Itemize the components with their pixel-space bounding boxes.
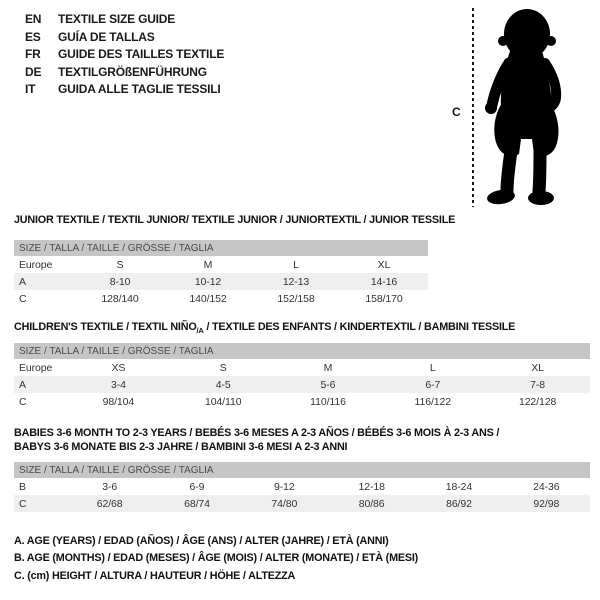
size-value: 10-12 [194, 275, 222, 288]
children-table-title [14, 320, 515, 338]
size-value: 18-24 [445, 480, 473, 493]
size-value: L [293, 258, 299, 271]
size-value: 9-12 [274, 480, 295, 493]
size-value: 14-16 [370, 275, 398, 288]
babies-title-line1: BABIES 3-6 MONTH TO 2-3 YEARS / BEBÉS 3-6 MESES A 2-3 AÑOS / BÉBÉS 3-6 MOIS À 2-3 ANS / [14, 427, 500, 439]
table-row-age [14, 273, 428, 290]
size-value: 5-6 [320, 378, 336, 391]
row-label: B [19, 480, 26, 493]
language-label: GUÍA DE TALLAS [58, 29, 155, 44]
language-list [25, 11, 224, 99]
table-row-europe [14, 256, 428, 273]
size-value: 6-9 [189, 480, 205, 493]
height-dotted-line [472, 8, 474, 207]
table-row-height [14, 290, 428, 307]
row-label: C [19, 497, 27, 510]
size-value: XL [531, 361, 544, 374]
size-value: S [219, 361, 227, 374]
row-label: Europe [19, 258, 53, 271]
language-row-en [25, 11, 224, 29]
language-row-it [25, 81, 224, 99]
table-row-height [14, 393, 590, 410]
row-label: C [19, 292, 27, 305]
language-code: IT [25, 82, 36, 96]
size-value: 4-5 [215, 378, 231, 391]
size-value: 128/140 [101, 292, 139, 305]
language-label: TEXTILGRÖßENFÜHRUNG [58, 64, 207, 79]
size-value: 8-10 [109, 275, 131, 288]
size-value: 152/158 [277, 292, 315, 305]
size-header-bar: SIZE / TALLA / TAILLE / GRÖSSE / TAGLIA [14, 343, 590, 359]
language-label: GUIDE DES TAILLES TEXTILE [58, 47, 225, 61]
size-value: M [203, 258, 213, 271]
language-label: TEXTILE SIZE GUIDE [58, 12, 176, 26]
legend [14, 533, 418, 585]
size-value: M [323, 361, 333, 374]
language-code: DE [25, 64, 42, 79]
children-title-subscript: /A [196, 326, 204, 336]
size-value: 24-36 [533, 480, 560, 493]
size-value: 104/110 [204, 395, 242, 408]
size-value: 62/68 [96, 497, 123, 510]
table-row-age [14, 376, 590, 393]
size-value: 74/80 [271, 497, 298, 510]
table-row-europe [14, 359, 590, 376]
language-label: GUIDA ALLE TAGLIE TESSILI [58, 82, 221, 96]
size-header-bar: SIZE / TALLA / TAILLE / GRÖSSE / TAGLIA [14, 240, 428, 256]
size-value: 12-13 [282, 275, 310, 288]
size-value: 92/98 [533, 497, 560, 510]
junior-size-table [14, 240, 428, 307]
size-value: 116/122 [414, 395, 452, 408]
size-value: 3-4 [110, 378, 126, 391]
size-value: S [116, 258, 124, 271]
legend-line-a: A. AGE (YEARS) / EDAD (AÑOS) / ÂGE (ANS) / ALTER (JAHRE) / ETÀ (ANNI) [14, 535, 389, 547]
babies-size-table [14, 462, 590, 512]
size-value: 86/92 [446, 497, 472, 510]
language-row-es [25, 29, 224, 47]
children-title-main: CHILDREN'S TEXTILE / TEXTIL NIÑO [14, 321, 197, 333]
size-value: 140/152 [189, 292, 227, 305]
size-value: 80/86 [358, 497, 385, 510]
size-value: 3-6 [102, 480, 118, 493]
size-header-bar: SIZE / TALLA / TAILLE / GRÖSSE / TAGLIA [14, 462, 590, 478]
language-row-de [25, 64, 224, 82]
baby-silhouette-image [482, 7, 574, 207]
junior-table-title: JUNIOR TEXTILE / TEXTIL JUNIOR/ TEXTILE JUNIOR / JUNIORTEXTIL / JUNIOR TESSILE [14, 214, 456, 226]
size-value: 7-8 [530, 378, 546, 391]
size-value: 12-18 [358, 480, 385, 493]
table-row-age-months [14, 478, 590, 495]
children-size-table [14, 343, 590, 410]
babies-table-title [14, 426, 499, 454]
language-row-fr [25, 46, 224, 64]
legend-line-b: B. AGE (MONTHS) / EDAD (MESES) / ÂGE (MOIS) / ALTER (MONATE) / ETÀ (MESI) [14, 552, 419, 565]
row-label: Europe [19, 361, 53, 374]
legend-line-c: C. (cm) HEIGHT / ALTURA / HAUTEUR / HÖHE / ALTEZZA [14, 569, 296, 582]
size-value: L [429, 361, 436, 374]
table-row-height [14, 495, 590, 512]
row-label: C [19, 395, 27, 408]
size-value: 122/128 [518, 395, 557, 408]
size-value: 110/116 [310, 395, 346, 408]
size-value: XS [111, 361, 126, 374]
language-code: ES [25, 29, 41, 44]
babies-title-line2: BABYS 3-6 MONATE BIS 2-3 JAHRE / BAMBINI 3-6 MESI A 2-3 ANNI [14, 441, 348, 453]
size-value: XL [377, 258, 391, 271]
size-value: 98/104 [102, 395, 135, 408]
height-c-label: C [452, 105, 461, 119]
size-value: 158/170 [365, 292, 403, 305]
size-value: 6-7 [425, 378, 441, 391]
language-code: EN [25, 12, 42, 26]
row-label: A [19, 378, 26, 391]
row-label: A [19, 275, 26, 288]
size-value: 68/74 [184, 497, 210, 510]
language-code: FR [25, 47, 41, 61]
children-title-rest: / TEXTILE DES ENFANTS / KINDERTEXTIL / BAMBINI TESSILE [203, 321, 516, 333]
